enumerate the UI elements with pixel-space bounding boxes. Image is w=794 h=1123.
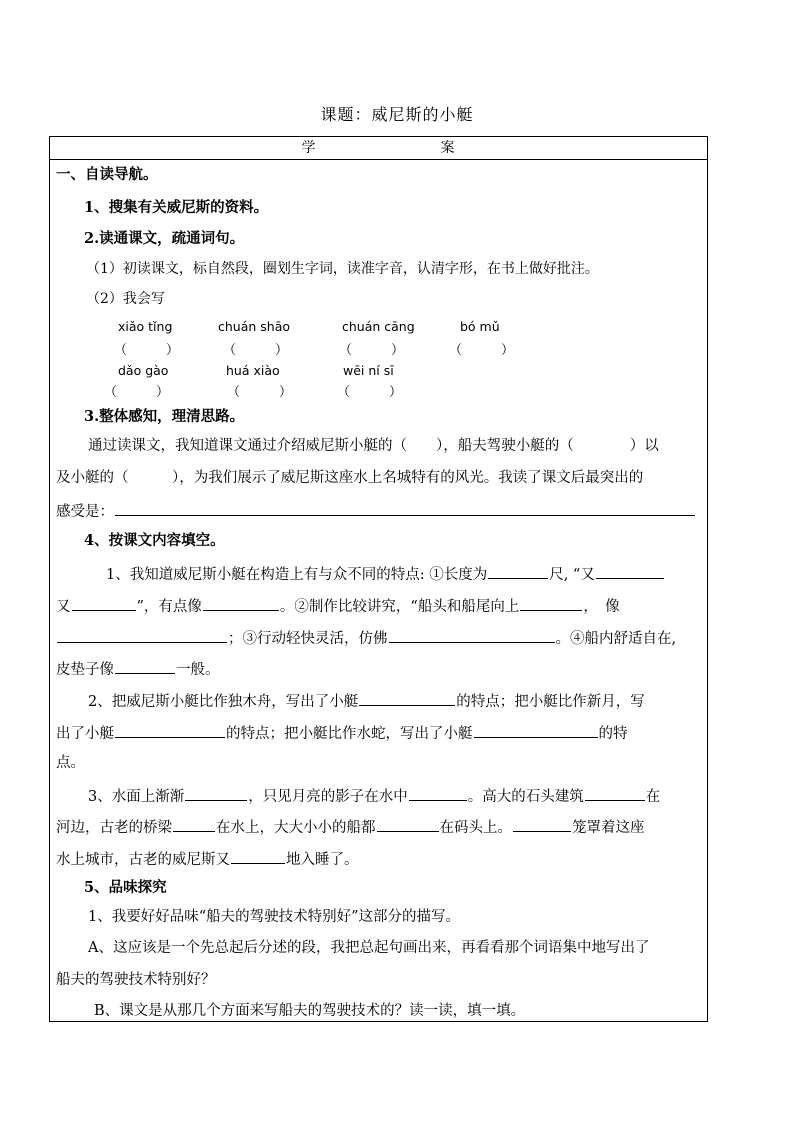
text: ；③行动轻快灵活，仿佛 bbox=[228, 631, 388, 647]
text: 笼罩着这座 bbox=[572, 820, 645, 836]
answer-bracket-2[interactable]: （ ） bbox=[223, 343, 289, 358]
section-3-line-1b: ）以 bbox=[629, 438, 659, 454]
text: 3、水面上渐渐 bbox=[88, 789, 185, 805]
text: 尺, “又 bbox=[549, 567, 595, 583]
fill-1-line-2 bbox=[50, 595, 707, 617]
blank-in-water[interactable] bbox=[409, 785, 467, 801]
section-5-question-1: 1、我要好好品味“船夫的驾驶技术特别好”这部分的描写。 bbox=[88, 909, 461, 925]
text: 。②制作比较讲究，“船头和船尾向上 bbox=[279, 599, 520, 615]
worksheet-table bbox=[49, 136, 708, 1022]
page-title: 课题：威尼斯的小艇 bbox=[320, 105, 474, 124]
section-3-heading: 3.整体感知，理清思路。 bbox=[84, 408, 245, 425]
answer-bracket-4[interactable]: （ ） bbox=[449, 343, 515, 358]
fill-3-line-2 bbox=[50, 816, 707, 838]
text: 的特点；把小艇比作水蛇，写出了小艇 bbox=[226, 726, 473, 742]
text: 出了小艇 bbox=[56, 726, 114, 742]
text: 2、把威尼斯小艇比作独木舟，写出了小艇 bbox=[88, 694, 359, 710]
pinyin-7: wēi ní sī bbox=[343, 363, 394, 378]
text: ，只见月亮的影子在水中 bbox=[248, 789, 408, 805]
text: ”，有点像 bbox=[136, 599, 202, 615]
question-1: 1、搜集有关威尼斯的资料。 bbox=[84, 199, 269, 216]
answer-bracket-7[interactable]: （ ） bbox=[337, 385, 403, 400]
text: 在水上，大大小小的船都 bbox=[216, 820, 376, 836]
text: 河边，古老的桥梁 bbox=[56, 820, 172, 836]
pinyin-6: huá xiào bbox=[226, 363, 280, 378]
text: 地入睡了。 bbox=[286, 852, 359, 868]
blank-gradually[interactable] bbox=[185, 785, 247, 801]
section-3-line-3a: 感受是： bbox=[56, 504, 114, 520]
blank-like-2[interactable] bbox=[57, 627, 227, 643]
pinyin-2: chuán shāo bbox=[218, 319, 291, 334]
blank-you-1[interactable] bbox=[596, 563, 664, 579]
blank-sleep[interactable] bbox=[231, 848, 285, 864]
section-4-heading: 4、按课文内容填空。 bbox=[84, 532, 225, 549]
section-5-question-b: B、课文是从那几个方面来写船夫的驾驶技术的？读一读，填一填。 bbox=[94, 1003, 526, 1019]
answer-bracket-3[interactable]: （ ） bbox=[339, 343, 405, 358]
text: 又 bbox=[56, 599, 71, 615]
question-2: 2.读通课文，疏通词句。 bbox=[84, 230, 245, 247]
fill-2-line-2 bbox=[50, 722, 707, 744]
blank-cushion[interactable] bbox=[115, 658, 175, 674]
section-3-line-3 bbox=[50, 500, 707, 522]
blank-cover[interactable] bbox=[513, 816, 571, 832]
section-5-question-a-1: A、这应该是一个先总起后分述的段，我把总起句画出来，再看看那个词语集中地写出了 bbox=[88, 940, 650, 956]
pinyin-3: chuán cāng bbox=[342, 319, 415, 334]
text: 1、我知道威尼斯小艇在构造上有与众不同的特点: ①长度为 bbox=[106, 567, 488, 583]
question-2b: （2）我会写 bbox=[86, 291, 165, 307]
answer-bracket-1[interactable]: （ ） bbox=[114, 343, 180, 358]
text: 在码头上。 bbox=[439, 820, 512, 836]
fill-1-line-1 bbox=[50, 563, 707, 585]
fill-3-line-3 bbox=[50, 848, 707, 870]
fill-1-line-3 bbox=[50, 627, 707, 649]
blank-length[interactable] bbox=[488, 563, 548, 579]
fill-2-line-1 bbox=[50, 690, 707, 712]
section-5-question-a-2: 船夫的驾驶技术特别好？ bbox=[56, 972, 216, 988]
blank-as-if[interactable] bbox=[389, 627, 555, 643]
text: 一般。 bbox=[176, 662, 220, 678]
text: 。高大的石头建筑 bbox=[467, 789, 584, 805]
question-2a: （1）初读课文，标自然段，圈划生字词，读准字音，认清字形，在书上做好批注。 bbox=[86, 261, 599, 277]
answer-bracket-6[interactable]: （ ） bbox=[227, 385, 293, 400]
blank-snake[interactable] bbox=[474, 722, 598, 738]
text: 的特点；把小艇比作新月，写 bbox=[456, 694, 645, 710]
header-right: 案 bbox=[440, 140, 456, 156]
fill-3-line-1 bbox=[50, 785, 707, 807]
section-5-heading: 5、品味探究 bbox=[84, 879, 167, 896]
pinyin-1: xiǎo tǐng bbox=[118, 319, 173, 334]
answer-bracket-5[interactable]: （ ） bbox=[104, 385, 170, 400]
text: 皮垫子像 bbox=[56, 662, 114, 678]
text: 。④船内舒适自在, bbox=[555, 631, 677, 647]
blank-like[interactable] bbox=[203, 595, 279, 611]
blank-boats[interactable] bbox=[377, 816, 439, 832]
fill-1-line-4 bbox=[50, 658, 707, 680]
section-3-line-1a: 通过读课文，我知道课文通过介绍威尼斯小艇的（ ），船夫驾驶小艇的（ bbox=[88, 438, 574, 454]
blank-canoe[interactable] bbox=[359, 690, 455, 706]
text: 在 bbox=[645, 789, 661, 805]
fill-2-line-3: 点。 bbox=[56, 755, 85, 771]
section-1-heading: 一、自读导航。 bbox=[56, 166, 158, 183]
blank-bridges[interactable] bbox=[173, 816, 215, 832]
section-3-line-1 bbox=[50, 436, 707, 456]
blank-moon[interactable] bbox=[115, 722, 225, 738]
blank-you-2[interactable] bbox=[72, 595, 136, 611]
pinyin-5: dǎo gào bbox=[118, 363, 169, 378]
text: 水上城市，古老的威尼斯又 bbox=[56, 852, 230, 868]
table-header bbox=[50, 137, 707, 160]
pinyin-4: bó mǔ bbox=[460, 319, 500, 334]
section-3-line-2: 及小艇的（ ），为我们展示了威尼斯这座水上名城特有的风光。我读了课文后最突出的 bbox=[56, 470, 644, 486]
feeling-blank[interactable] bbox=[115, 500, 695, 516]
blank-upward[interactable] bbox=[520, 595, 582, 611]
text: 的特 bbox=[598, 726, 628, 742]
text: ， 像 bbox=[583, 599, 620, 615]
header-left: 学 bbox=[301, 140, 317, 156]
blank-buildings[interactable] bbox=[585, 785, 645, 801]
